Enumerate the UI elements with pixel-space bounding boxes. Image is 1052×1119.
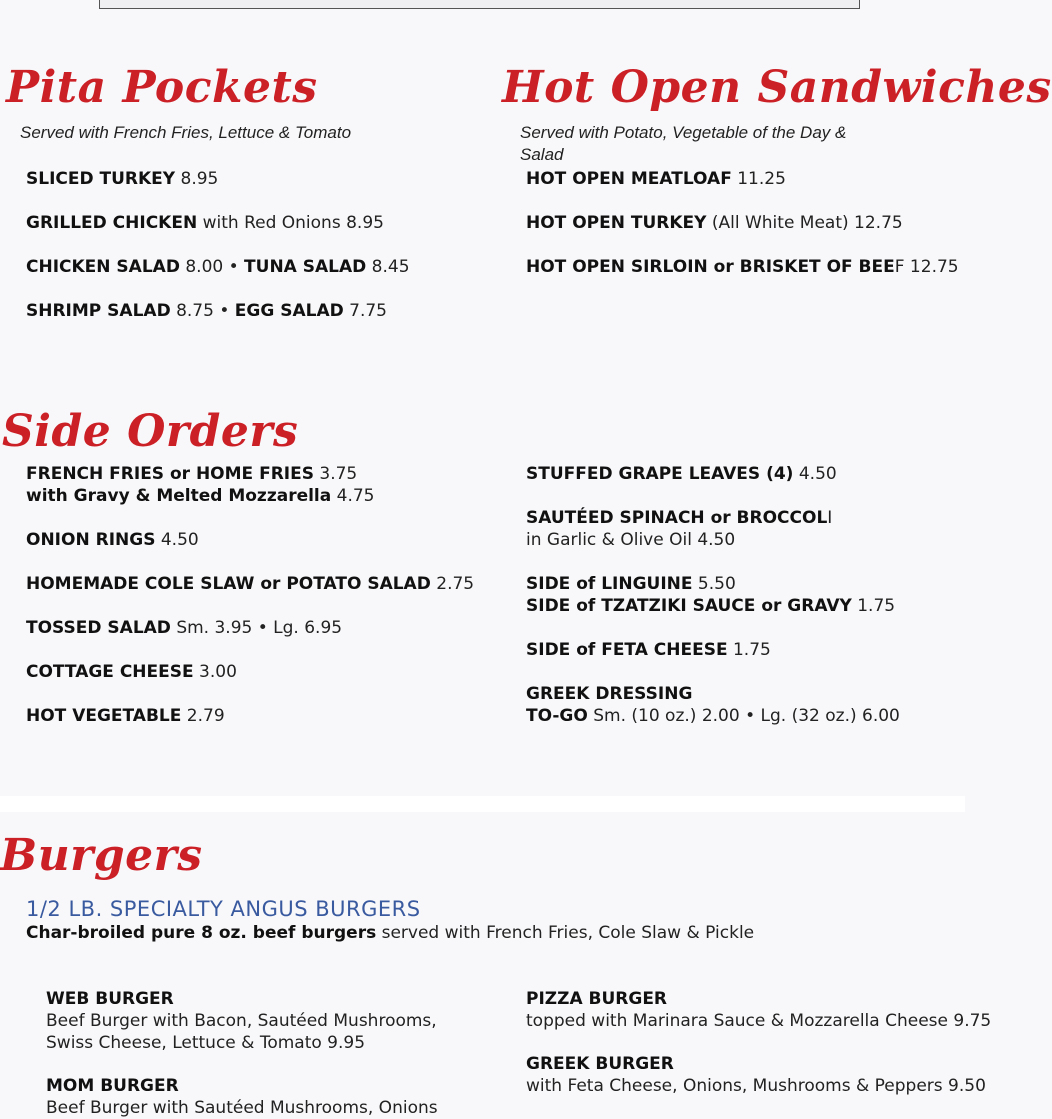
menu-item-line: [46, 1097, 438, 1119]
item-detail: 2.75: [430, 574, 475, 594]
item-name: HOT OPEN MEATLOAF: [526, 169, 732, 189]
item-name: MOM BURGER: [46, 1076, 179, 1096]
item-detail: in Garlic & Olive Oil 4.50: [526, 530, 736, 550]
item-detail: 8.75 •: [170, 301, 235, 321]
hot-open-sandwiches-heading: Hot Open Sandwiches: [502, 62, 1052, 113]
menu-item-line: [526, 595, 895, 617]
item-name: SIDE of TZATZIKI SAUCE or GRAVY: [526, 596, 852, 616]
item-name: SHRIMP SALAD: [26, 301, 171, 321]
menu-item-line: [526, 507, 832, 529]
item-detail: F 12.75: [894, 257, 959, 277]
item-detail: 5.50: [692, 574, 736, 594]
menu-item-line: [526, 256, 959, 278]
menu-item-line: [46, 1032, 365, 1054]
menu-item-line: [26, 168, 218, 190]
menu-item-line: [526, 639, 771, 661]
hot-open-subtitle: Served with Potato, Vegetable of the Day & Salad: [520, 123, 847, 164]
item-detail: 4.50: [793, 464, 837, 484]
burgers-heading: Burgers: [0, 830, 203, 881]
burgers-subheading: 1/2 LB. SPECIALTY ANGUS BURGERS: [26, 897, 421, 921]
item-name: TUNA SALAD: [244, 257, 367, 277]
item-name: TO-GO: [526, 706, 588, 726]
section-divider-band: [0, 796, 965, 812]
item-name: HOMEMADE COLE SLAW or POTATO SALAD: [26, 574, 431, 594]
menu-item-line: [26, 300, 387, 322]
item-name: ONION RINGS: [26, 530, 156, 550]
menu-item-line: [526, 1010, 991, 1032]
menu-item-line: [526, 683, 692, 705]
item-name: COTTAGE CHEESE: [26, 662, 194, 682]
item-name: CHICKEN SALAD: [26, 257, 180, 277]
item-detail: 11.25: [731, 169, 786, 189]
item-name: Char-broiled pure 8 oz. beef burgers: [26, 923, 377, 943]
menu-item-line: [526, 168, 786, 190]
item-detail: with Red Onions 8.95: [197, 213, 384, 233]
menu-item-line: [526, 1053, 674, 1075]
item-name: PIZZA BURGER: [526, 989, 668, 1009]
item-detail: Swiss Cheese, Lettuce & Tomato 9.95: [46, 1033, 366, 1053]
menu-item-line: [526, 463, 837, 485]
item-detail: 2.79: [181, 706, 225, 726]
menu-item-line: [26, 463, 357, 485]
item-detail: 1.75: [727, 640, 771, 660]
menu-item-line: [26, 617, 342, 639]
menu-item-line: [526, 529, 735, 551]
item-detail: Beef Burger with Bacon, Sautéed Mushrooms,: [46, 1011, 437, 1031]
top-frame: [99, 0, 860, 9]
item-name: SLICED TURKEY: [26, 169, 176, 189]
item-detail: topped with Marinara Sauce & Mozzarella Cheese 9.75: [526, 1011, 992, 1031]
menu-item-line: [526, 573, 736, 595]
item-detail: 7.75: [343, 301, 387, 321]
item-detail: 1.75: [851, 596, 896, 616]
menu-item-line: [526, 705, 900, 727]
item-detail: 8.95: [175, 169, 219, 189]
item-name: GREEK BURGER: [526, 1054, 674, 1074]
menu-item-line: [46, 1010, 437, 1032]
menu-item-line: [46, 1075, 179, 1097]
item-detail: Sm. (10 oz.) 2.00 • Lg. (32 oz.) 6.00: [587, 706, 900, 726]
item-detail: 8.45: [366, 257, 410, 277]
side-orders-heading: Side Orders: [2, 406, 299, 457]
item-name: SAUTÉED SPINACH or BROCCOL: [526, 508, 828, 528]
item-detail: (All White Meat) 12.75: [706, 213, 903, 233]
item-name: TOSSED SALAD: [26, 618, 171, 638]
menu-item-line: [26, 256, 410, 278]
item-detail: 4.50: [155, 530, 199, 550]
menu-item-line: [26, 212, 384, 234]
menu-item-line: [26, 529, 199, 551]
menu-item-line: [26, 573, 474, 595]
pita-pockets-heading: Pita Pockets: [6, 62, 318, 113]
pita-pockets-subtitle: Served with French Fries, Lettuce & Tomato: [20, 123, 352, 142]
item-detail: 8.00 •: [179, 257, 245, 277]
menu-item-line: [526, 212, 903, 234]
item-name: SIDE of LINGUINE: [526, 574, 693, 594]
item-detail: Sm. 3.95 • Lg. 6.95: [170, 618, 343, 638]
item-name: SIDE of FETA CHEESE: [526, 640, 728, 660]
menu-item-line: [26, 705, 225, 727]
item-name: STUFFED GRAPE LEAVES (4): [526, 464, 794, 484]
item-detail: Beef Burger with Sautéed Mushrooms, Onions: [46, 1098, 438, 1118]
item-name: WEB BURGER: [46, 989, 174, 1009]
item-name: HOT OPEN TURKEY: [526, 213, 707, 233]
item-detail: 4.75: [331, 486, 375, 506]
item-detail: 3.00: [193, 662, 237, 682]
item-name: GRILLED CHICKEN: [26, 213, 198, 233]
item-detail: served with French Fries, Cole Slaw & Pickle: [376, 923, 755, 943]
menu-item-line: [26, 485, 375, 507]
item-detail: with Feta Cheese, Onions, Mushrooms & Peppers 9.50: [526, 1076, 986, 1096]
menu-item-line: [526, 1075, 986, 1097]
item-name: with Gravy & Melted Mozzarella: [26, 486, 332, 506]
menu-item-line: [526, 988, 667, 1010]
item-name: GREEK DRESSING: [526, 684, 693, 704]
burgers-intro: [26, 922, 754, 944]
item-name: FRENCH FRIES or HOME FRIES: [26, 464, 314, 484]
item-detail: I: [827, 508, 833, 528]
item-name: HOT VEGETABLE: [26, 706, 182, 726]
item-detail: 3.75: [313, 464, 358, 484]
item-name: HOT OPEN SIRLOIN or BRISKET OF BEE: [526, 257, 895, 277]
menu-item-line: [26, 661, 237, 683]
item-name: EGG SALAD: [234, 301, 344, 321]
menu-item-line: [46, 988, 174, 1010]
